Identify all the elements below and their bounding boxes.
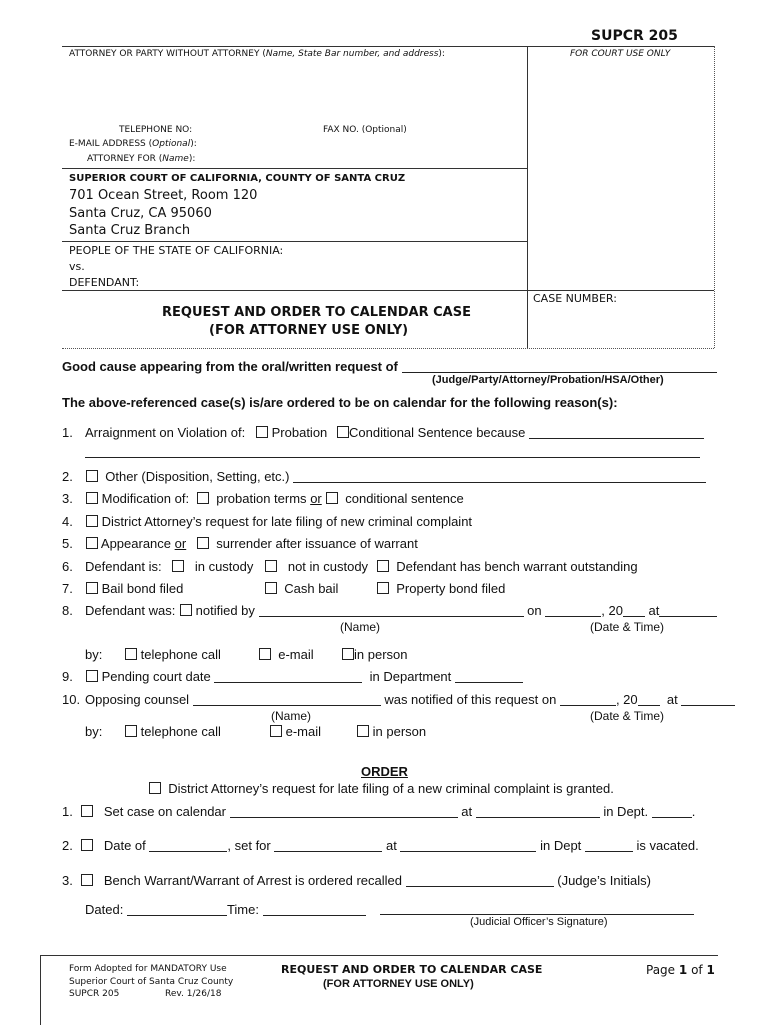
- da-late-filing-checkbox[interactable]: [86, 515, 98, 527]
- footer-title-2: (FOR ATTORNEY USE ONLY): [323, 978, 474, 990]
- title-line-1: REQUEST AND ORDER TO CALENDAR CASE: [162, 305, 471, 320]
- set-calendar-time-field[interactable]: [476, 804, 600, 818]
- time-field[interactable]: [263, 902, 366, 916]
- header-top-rule: [62, 46, 714, 47]
- item-6-number: 6.: [62, 559, 73, 574]
- order-1: Set case on calendar at in Dept. .: [81, 804, 695, 819]
- item-10-email: e-mail: [270, 724, 321, 739]
- item-9-number: 9.: [62, 669, 73, 684]
- court-name: SUPERIOR COURT OF CALIFORNIA, COUNTY OF SANTA CRUZ: [69, 173, 406, 184]
- court-use-divider: [527, 46, 528, 348]
- requester-field[interactable]: [402, 359, 717, 373]
- item-8-notified: notified by on , 20 at: [180, 603, 717, 618]
- item-8-in-person: in person: [342, 647, 407, 662]
- item-5-surrender: surrender after issuance of warrant: [197, 536, 418, 551]
- counsel-in-person-checkbox[interactable]: [357, 725, 369, 737]
- item-2-number: 2.: [62, 469, 73, 484]
- signature-line[interactable]: [380, 901, 694, 915]
- vacated-dept-field[interactable]: [585, 838, 633, 852]
- conditional-reason-field[interactable]: [529, 425, 704, 439]
- title-line-2: (FOR ATTORNEY USE ONLY): [209, 323, 409, 338]
- counsel-notified-date-field[interactable]: [560, 692, 616, 706]
- case-number-label: CASE NUMBER:: [533, 292, 617, 305]
- bail-bond-checkbox[interactable]: [86, 582, 98, 594]
- cash-bail-checkbox[interactable]: [265, 582, 277, 594]
- footer-court: Superior Court of Santa Cruz County: [69, 977, 234, 987]
- item-10-number: 10.: [62, 692, 81, 707]
- order-2-number: 2.: [62, 838, 73, 853]
- da-granted-checkbox[interactable]: [149, 782, 161, 794]
- order-3-number: 3.: [62, 873, 73, 888]
- item-4: District Attorney’s request for late filing of new criminal complaint: [86, 514, 472, 529]
- conditional-sentence-checkbox[interactable]: [337, 426, 349, 438]
- in-person-checkbox[interactable]: [342, 648, 354, 660]
- order-2: Date of , set for at in Dept is vacated.: [81, 838, 699, 853]
- dated-row: Dated: Time:: [85, 902, 366, 917]
- item-8-date-caption: (Date & Time): [590, 620, 665, 634]
- case-number-rule: [62, 290, 714, 291]
- item-10-in-person: in person: [357, 724, 426, 739]
- header-bottom-rule: [62, 348, 714, 349]
- item-5-number: 5.: [62, 536, 73, 551]
- court-use-label: FOR COURT USE ONLY: [570, 49, 671, 59]
- item-3-number: 3.: [62, 491, 73, 506]
- item-3-probation: probation terms or: [197, 491, 322, 506]
- set-calendar-dept-field[interactable]: [652, 804, 692, 818]
- item-10-name-caption: (Name): [271, 709, 312, 723]
- telephone-label: TELEPHONE NO:: [119, 125, 193, 135]
- item-10-by: by:: [85, 724, 103, 739]
- other-checkbox[interactable]: [86, 470, 98, 482]
- court-branch: Santa Cruz Branch: [69, 223, 191, 238]
- item-8-name-caption: (Name): [340, 620, 381, 634]
- surrender-checkbox[interactable]: [197, 537, 209, 549]
- item-1: Arraignment on Violation of:: [85, 425, 246, 440]
- pending-dept-field[interactable]: [455, 669, 523, 683]
- attorney-for-label: ATTORNEY FOR (Name):: [87, 154, 196, 164]
- item-3-conditional: conditional sentence: [326, 491, 464, 506]
- conditional-sentence-mod-checkbox[interactable]: [326, 492, 338, 504]
- vacated-time-field[interactable]: [400, 838, 536, 852]
- modification-checkbox[interactable]: [86, 492, 98, 504]
- notified-name-field[interactable]: [259, 603, 524, 617]
- item-4-number: 4.: [62, 514, 73, 529]
- item-1-probation: Probation: [256, 425, 327, 440]
- footer-adopted: Form Adopted for MANDATORY Use: [69, 964, 227, 974]
- court-address-2: Santa Cruz, CA 95060: [69, 206, 212, 221]
- page-indicator: Page 1 of 1: [646, 963, 715, 977]
- vacated-date-field[interactable]: [149, 838, 227, 852]
- item-8-email: e-mail: [259, 647, 314, 662]
- requester-caption: (Judge/Party/Attorney/Probation/HSA/Other): [432, 374, 664, 386]
- order-heading: ORDER: [361, 764, 408, 779]
- set-calendar-checkbox[interactable]: [81, 805, 93, 817]
- notified-time-field[interactable]: [659, 603, 717, 617]
- counsel-notified-year-field[interactable]: [638, 692, 660, 706]
- not-in-custody-checkbox[interactable]: [265, 560, 277, 572]
- probation-terms-checkbox[interactable]: [197, 492, 209, 504]
- item-7-property: Property bond filed: [377, 581, 505, 596]
- item-3: Modification of:: [86, 491, 189, 506]
- item-6-not-custody: not in custody: [265, 559, 368, 574]
- item-1-continuation[interactable]: [85, 444, 700, 458]
- judge-initials-field[interactable]: [406, 873, 554, 887]
- opposing-counsel-field[interactable]: [193, 692, 381, 706]
- notified-date-field[interactable]: [545, 603, 601, 617]
- fax-label: FAX NO. (Optional): [323, 125, 407, 135]
- item-1-number: 1.: [62, 425, 73, 440]
- court-address-1: 701 Ocean Street, Room 120: [69, 188, 258, 203]
- appearance-checkbox[interactable]: [86, 537, 98, 549]
- attorney-label: ATTORNEY OR PARTY WITHOUT ATTORNEY (Name, State Bar number, and address):: [69, 49, 445, 59]
- pending-court-date-checkbox[interactable]: [86, 670, 98, 682]
- item-5: Appearance or: [86, 536, 186, 551]
- item-1-conditional: Conditional Sentence because: [337, 425, 704, 440]
- vs-label: vs.: [69, 260, 85, 273]
- item-6-label: Defendant is:: [85, 559, 162, 574]
- probation-checkbox[interactable]: [256, 426, 268, 438]
- court-rule: [62, 168, 527, 169]
- item-8-telephone: telephone call: [125, 647, 221, 662]
- signature-caption: (Judicial Officer’s Signature): [470, 916, 608, 928]
- set-calendar-date-field[interactable]: [230, 804, 458, 818]
- notified-year-field[interactable]: [623, 603, 645, 617]
- item-10: Opposing counsel was notified of this request on , 20 at: [85, 692, 735, 707]
- order-3: Bench Warrant/Warrant of Arrest is ordered recalled (Judge’s Initials): [81, 873, 651, 888]
- pending-date-field[interactable]: [214, 669, 362, 683]
- in-custody-checkbox[interactable]: [172, 560, 184, 572]
- item-7-cash: Cash bail: [265, 581, 338, 596]
- footer-form-code: SUPCR 205: [69, 989, 120, 999]
- item-2: Other (Disposition, Setting, etc.): [86, 469, 706, 484]
- people-label: PEOPLE OF THE STATE OF CALIFORNIA:: [69, 244, 284, 257]
- item-10-date-caption: (Date & Time): [590, 709, 665, 723]
- vacated-set-for-field[interactable]: [274, 838, 382, 852]
- item-7-number: 7.: [62, 581, 73, 596]
- warrant-recalled-checkbox[interactable]: [81, 874, 93, 886]
- defendant-label: DEFENDANT:: [69, 276, 140, 289]
- email-label: E-MAIL ADDRESS (Optional):: [69, 139, 197, 149]
- item-8-by: by:: [85, 647, 103, 662]
- notified-checkbox[interactable]: [180, 604, 192, 616]
- other-field[interactable]: [293, 469, 706, 483]
- bench-warrant-checkbox[interactable]: [377, 560, 389, 572]
- property-bond-checkbox[interactable]: [377, 582, 389, 594]
- ordered-text: The above-referenced case(s) is/are ordered to be on calendar for the following reason(s):: [62, 395, 618, 410]
- item-8-label: Defendant was:: [85, 603, 176, 618]
- counsel-email-checkbox[interactable]: [270, 725, 282, 737]
- item-6-custody: in custody: [172, 559, 253, 574]
- footer-rev: Rev. 1/26/18: [165, 989, 222, 999]
- footer-title-1: REQUEST AND ORDER TO CALENDAR CASE: [281, 963, 543, 976]
- right-border: [714, 46, 715, 348]
- good-cause-text: Good cause appearing from the oral/written request of: [62, 359, 717, 374]
- item-7-bail: Bail bond filed: [86, 581, 183, 596]
- email-checkbox[interactable]: [259, 648, 271, 660]
- counsel-telephone-checkbox[interactable]: [125, 725, 137, 737]
- item-9: Pending court date in Department: [86, 669, 523, 684]
- item-6-warrant: Defendant has bench warrant outstanding: [377, 559, 638, 574]
- form-id: SUPCR 205: [591, 28, 678, 44]
- dated-field[interactable]: [127, 902, 227, 916]
- footer-rule: [40, 955, 718, 956]
- parties-rule: [62, 241, 527, 242]
- order-1-number: 1.: [62, 804, 73, 819]
- date-vacated-checkbox[interactable]: [81, 839, 93, 851]
- order-da-granted: District Attorney’s request for late filing of a new criminal complaint is granted.: [149, 781, 614, 796]
- telephone-call-checkbox[interactable]: [125, 648, 137, 660]
- counsel-notified-time-field[interactable]: [681, 692, 735, 706]
- footer-left-tick: [40, 955, 41, 1025]
- item-10-telephone: telephone call: [125, 724, 221, 739]
- item-8-number: 8.: [62, 603, 73, 618]
